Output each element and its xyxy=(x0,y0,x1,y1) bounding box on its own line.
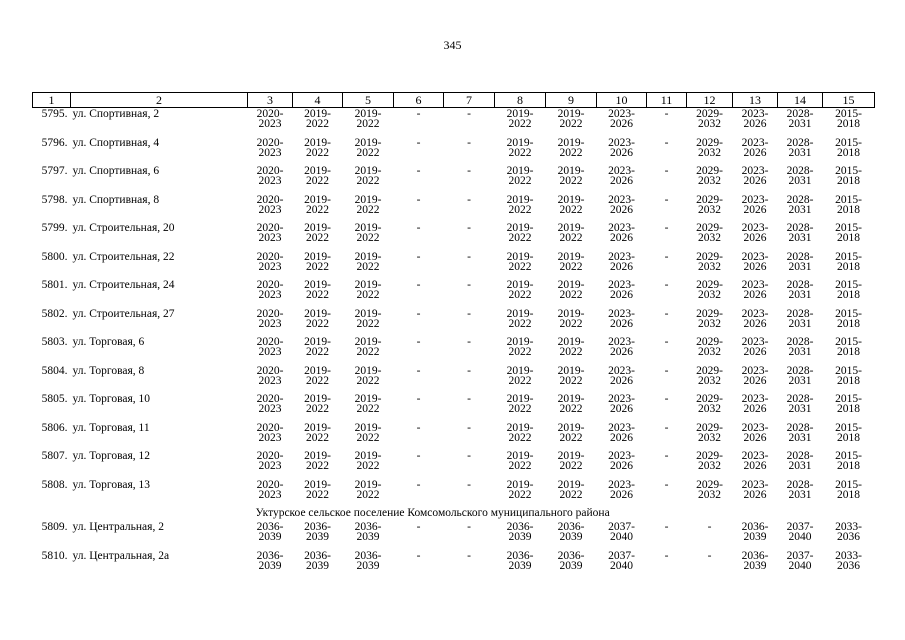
period-cell: 2015- 2018 xyxy=(835,478,862,501)
address-cell: ул. Строительная, 24 xyxy=(72,279,175,291)
row-number: 5796. xyxy=(41,136,68,149)
period-cell: 2023- 2026 xyxy=(741,250,769,273)
period-cell: 2019- 2022 xyxy=(304,421,331,444)
column-header: 13 xyxy=(733,93,778,108)
period-cell: 2023- 2026 xyxy=(741,421,769,444)
period-cell: 2029- 2032 xyxy=(696,165,723,187)
period-cell: 2028- 2031 xyxy=(786,450,814,472)
row-number: 5807. xyxy=(41,450,68,462)
period-cell: 2019- 2022 xyxy=(354,421,382,444)
period-cell: 2028- 2031 xyxy=(786,478,814,501)
period-cell: 2019- 2022 xyxy=(304,250,331,273)
table-row xyxy=(33,365,875,394)
column-header: 11 xyxy=(647,93,687,108)
period-cell: 2029- 2032 xyxy=(696,222,723,244)
period-cell: 2020- 2023 xyxy=(256,136,284,159)
table-row xyxy=(33,108,875,137)
period-cell: 2036- 2039 xyxy=(256,549,284,572)
empty-period-cell: - xyxy=(664,165,669,177)
table-row xyxy=(33,336,875,365)
period-cell: 2036- 2039 xyxy=(304,549,331,572)
period-cell: 2023- 2026 xyxy=(741,364,769,387)
empty-period-cell: - xyxy=(416,364,421,377)
period-cell: 2028- 2031 xyxy=(786,136,814,159)
empty-period-cell: - xyxy=(416,549,421,562)
period-cell: 2036- 2039 xyxy=(557,549,585,572)
period-cell: 2020- 2023 xyxy=(256,478,284,501)
period-cell: 2023- 2026 xyxy=(608,450,635,472)
period-cell: 2015- 2018 xyxy=(835,421,862,444)
period-cell: 2029- 2032 xyxy=(696,250,723,273)
empty-period-cell: - xyxy=(467,307,471,320)
period-cell: 2023- 2026 xyxy=(741,307,769,330)
address-cell: ул. Торговая, 12 xyxy=(72,450,150,462)
column-header: 1 xyxy=(33,93,71,108)
address-cell: ул. Спортивная, 2 xyxy=(72,108,160,120)
column-header: 2 xyxy=(71,93,248,108)
period-cell: 2019- 2022 xyxy=(557,421,585,444)
empty-period-cell: - xyxy=(467,222,471,234)
address-cell: ул. Центральная, 2а xyxy=(72,549,170,562)
period-cell: 2015- 2018 xyxy=(835,336,862,358)
period-cell: 2029- 2032 xyxy=(696,450,723,472)
column-header: 7 xyxy=(444,93,495,108)
empty-period-cell: - xyxy=(664,450,669,462)
period-cell: 2019- 2022 xyxy=(304,393,331,415)
address-cell: ул. Строительная, 20 xyxy=(72,222,175,234)
section-spacer xyxy=(33,507,248,521)
empty-period-cell: - xyxy=(664,307,669,320)
empty-period-cell: - xyxy=(707,549,712,562)
column-header: 9 xyxy=(546,93,597,108)
period-cell: 2028- 2031 xyxy=(786,222,814,244)
period-cell: 2020- 2023 xyxy=(256,279,284,301)
row-number: 5799. xyxy=(41,222,68,234)
table-row xyxy=(33,521,875,550)
period-cell: 2023- 2026 xyxy=(608,364,635,387)
period-cell: 2019- 2022 xyxy=(304,193,331,216)
period-cell: 2019- 2022 xyxy=(354,450,382,472)
period-cell: 2028- 2031 xyxy=(786,393,814,415)
period-cell: 2019- 2022 xyxy=(557,250,585,273)
column-header: 6 xyxy=(394,93,444,108)
empty-period-cell: - xyxy=(467,364,471,377)
empty-period-cell: - xyxy=(467,136,471,149)
address-cell: ул. Торговая, 13 xyxy=(72,478,150,491)
period-cell: 2023- 2026 xyxy=(608,222,635,244)
period-cell: 2019- 2022 xyxy=(354,307,382,330)
table-row xyxy=(33,393,875,422)
period-cell: 2015- 2018 xyxy=(835,193,862,216)
table-row xyxy=(33,422,875,451)
period-cell: 2037- 2040 xyxy=(608,521,635,543)
period-cell: 2019- 2022 xyxy=(506,450,534,472)
period-cell: 2028- 2031 xyxy=(786,336,814,358)
row-number: 5795. xyxy=(41,108,68,120)
empty-period-cell: - xyxy=(416,279,421,291)
empty-period-cell: - xyxy=(707,521,712,533)
empty-period-cell: - xyxy=(416,336,421,348)
empty-period-cell: - xyxy=(467,336,471,348)
empty-period-cell: - xyxy=(664,549,669,562)
period-cell: 2036- 2039 xyxy=(304,521,331,543)
period-cell: 2019- 2022 xyxy=(304,478,331,501)
row-number: 5797. xyxy=(41,165,68,177)
period-cell: 2028- 2031 xyxy=(786,193,814,216)
period-cell: 2029- 2032 xyxy=(696,193,723,216)
period-cell: 2019- 2022 xyxy=(354,136,382,159)
table-row xyxy=(33,279,875,308)
empty-period-cell: - xyxy=(664,364,669,377)
column-header: 12 xyxy=(687,93,733,108)
period-cell: 2029- 2032 xyxy=(696,108,723,130)
period-cell: 2023- 2026 xyxy=(608,393,635,415)
empty-period-cell: - xyxy=(467,279,471,291)
period-cell: 2028- 2031 xyxy=(786,421,814,444)
period-cell: 2029- 2032 xyxy=(696,279,723,301)
empty-period-cell: - xyxy=(416,521,421,533)
period-cell: 2015- 2018 xyxy=(835,279,862,301)
empty-period-cell: - xyxy=(416,108,421,120)
period-cell: 2036- 2039 xyxy=(506,521,534,543)
period-cell: 2019- 2022 xyxy=(557,478,585,501)
empty-period-cell: - xyxy=(664,108,669,120)
period-cell: 2020- 2023 xyxy=(256,336,284,358)
column-header: 10 xyxy=(597,93,647,108)
period-cell: 2019- 2022 xyxy=(557,393,585,415)
column-header: 14 xyxy=(778,93,823,108)
row-number: 5806. xyxy=(41,421,68,434)
empty-period-cell: - xyxy=(467,393,471,405)
period-cell: 2023- 2026 xyxy=(608,108,635,130)
period-cell: 2029- 2032 xyxy=(696,364,723,387)
period-cell: 2015- 2018 xyxy=(835,450,862,472)
period-cell: 2029- 2032 xyxy=(696,393,723,415)
period-cell: 2023- 2026 xyxy=(741,336,769,358)
period-cell: 2020- 2023 xyxy=(256,108,284,130)
period-cell: 2019- 2022 xyxy=(304,450,331,472)
period-cell: 2037- 2040 xyxy=(608,549,635,572)
period-cell: 2023- 2026 xyxy=(741,393,769,415)
empty-period-cell: - xyxy=(467,421,471,434)
period-cell: 2019- 2022 xyxy=(304,108,331,130)
empty-period-cell: - xyxy=(467,193,471,206)
period-cell: 2015- 2018 xyxy=(835,364,862,387)
table-row xyxy=(33,550,875,579)
period-cell: 2023- 2026 xyxy=(608,165,635,187)
table-row xyxy=(33,222,875,251)
empty-period-cell: - xyxy=(664,336,669,348)
period-cell: 2033- 2036 xyxy=(835,521,862,543)
empty-period-cell: - xyxy=(416,421,421,434)
table-row xyxy=(33,137,875,166)
period-cell: 2036- 2039 xyxy=(557,521,585,543)
period-cell: 2020- 2023 xyxy=(256,222,284,244)
empty-period-cell: - xyxy=(416,222,421,234)
period-cell: 2015- 2018 xyxy=(835,136,862,159)
table-row xyxy=(33,479,875,508)
period-cell: 2019- 2022 xyxy=(557,336,585,358)
data-table xyxy=(32,92,875,578)
address-cell: ул. Торговая, 8 xyxy=(72,364,145,377)
period-cell: 2015- 2018 xyxy=(835,393,862,415)
period-cell: 2020- 2023 xyxy=(256,250,284,273)
empty-period-cell: - xyxy=(664,478,669,491)
period-cell: 2019- 2022 xyxy=(354,364,382,387)
address-cell: ул. Спортивная, 6 xyxy=(72,165,160,177)
period-cell: 2015- 2018 xyxy=(835,222,862,244)
column-header: 15 xyxy=(823,93,875,108)
empty-period-cell: - xyxy=(416,393,421,405)
period-cell: 2019- 2022 xyxy=(506,393,534,415)
row-number: 5805. xyxy=(41,393,68,405)
section-row xyxy=(33,507,875,521)
period-cell: 2019- 2022 xyxy=(354,108,382,130)
empty-period-cell: - xyxy=(467,165,471,177)
column-header: 5 xyxy=(343,93,394,108)
row-number: 5798. xyxy=(41,193,68,206)
row-number: 5808. xyxy=(41,478,68,491)
period-cell: 2037- 2040 xyxy=(786,521,814,543)
period-cell: 2019- 2022 xyxy=(354,393,382,415)
row-number: 5809. xyxy=(41,521,68,533)
empty-period-cell: - xyxy=(664,393,669,405)
empty-period-cell: - xyxy=(467,478,471,491)
period-cell: 2028- 2031 xyxy=(786,108,814,130)
period-cell: 2019- 2022 xyxy=(304,136,331,159)
address-cell: ул. Строительная, 27 xyxy=(72,307,175,320)
period-cell: 2029- 2032 xyxy=(696,136,723,159)
period-cell: 2019- 2022 xyxy=(506,165,534,187)
period-cell: 2023- 2026 xyxy=(608,136,635,159)
empty-period-cell: - xyxy=(416,165,421,177)
period-cell: 2019- 2022 xyxy=(304,279,331,301)
period-cell: 2015- 2018 xyxy=(835,165,862,187)
period-cell: 2023- 2026 xyxy=(741,136,769,159)
period-cell: 2029- 2032 xyxy=(696,307,723,330)
period-cell: 2019- 2022 xyxy=(506,336,534,358)
period-cell: 2036- 2039 xyxy=(741,521,769,543)
period-cell: 2033- 2036 xyxy=(835,549,862,572)
period-cell: 2029- 2032 xyxy=(696,336,723,358)
period-cell: 2023- 2026 xyxy=(608,421,635,444)
period-cell: 2029- 2032 xyxy=(696,478,723,501)
empty-period-cell: - xyxy=(664,250,669,263)
empty-period-cell: - xyxy=(467,108,471,120)
header-row xyxy=(33,93,875,108)
period-cell: 2020- 2023 xyxy=(256,450,284,472)
row-number: 5803. xyxy=(41,336,68,348)
empty-period-cell: - xyxy=(467,250,471,263)
period-cell: 2019- 2022 xyxy=(354,336,382,358)
period-cell: 2023- 2026 xyxy=(608,478,635,501)
period-cell: 2019- 2022 xyxy=(354,165,382,187)
period-cell: 2019- 2022 xyxy=(557,364,585,387)
period-cell: 2019- 2022 xyxy=(304,222,331,244)
period-cell: 2020- 2023 xyxy=(256,421,284,444)
period-cell: 2019- 2022 xyxy=(506,222,534,244)
period-cell: 2023- 2026 xyxy=(741,279,769,301)
table-row xyxy=(33,308,875,337)
empty-period-cell: - xyxy=(416,136,421,149)
empty-period-cell: - xyxy=(664,136,669,149)
period-cell: 2019- 2022 xyxy=(506,108,534,130)
address-cell: ул. Центральная, 2 xyxy=(72,521,164,533)
period-cell: 2028- 2031 xyxy=(786,364,814,387)
period-cell: 2036- 2039 xyxy=(354,521,382,543)
row-number: 5804. xyxy=(41,364,68,377)
address-cell: ул. Торговая, 10 xyxy=(72,393,150,405)
period-cell: 2036- 2039 xyxy=(506,549,534,572)
period-cell: 2019- 2022 xyxy=(506,478,534,501)
column-header: 4 xyxy=(293,93,343,108)
period-cell: 2023- 2026 xyxy=(608,193,635,216)
period-cell: 2023- 2026 xyxy=(741,165,769,187)
period-cell: 2019- 2022 xyxy=(557,108,585,130)
period-cell: 2015- 2018 xyxy=(835,307,862,330)
period-cell: 2023- 2026 xyxy=(608,250,635,273)
period-cell: 2019- 2022 xyxy=(506,364,534,387)
period-cell: 2019- 2022 xyxy=(557,193,585,216)
period-cell: 2036- 2039 xyxy=(354,549,382,572)
empty-period-cell: - xyxy=(416,193,421,206)
period-cell: 2019- 2022 xyxy=(506,307,534,330)
period-cell: 2019- 2022 xyxy=(304,307,331,330)
column-header: 3 xyxy=(248,93,293,108)
address-cell: ул. Спортивная, 4 xyxy=(72,136,160,149)
period-cell: 2020- 2023 xyxy=(256,165,284,187)
period-cell: 2029- 2032 xyxy=(696,421,723,444)
row-number: 5810. xyxy=(41,549,68,562)
period-cell: 2023- 2026 xyxy=(741,478,769,501)
period-cell: 2019- 2022 xyxy=(354,222,382,244)
period-cell: 2019- 2022 xyxy=(506,136,534,159)
empty-period-cell: - xyxy=(416,250,421,263)
row-number: 5800. xyxy=(41,250,68,263)
period-cell: 2019- 2022 xyxy=(354,250,382,273)
period-cell: 2036- 2039 xyxy=(256,521,284,543)
period-cell: 2037- 2040 xyxy=(786,549,814,572)
table-row xyxy=(33,450,875,479)
period-cell: 2023- 2026 xyxy=(608,279,635,301)
period-cell: 2028- 2031 xyxy=(786,307,814,330)
empty-period-cell: - xyxy=(664,279,669,291)
period-cell: 2019- 2022 xyxy=(354,279,382,301)
empty-period-cell: - xyxy=(467,549,471,562)
period-cell: 2019- 2022 xyxy=(557,279,585,301)
period-cell: 2019- 2022 xyxy=(304,336,331,358)
period-cell: 2019- 2022 xyxy=(506,421,534,444)
period-cell: 2020- 2023 xyxy=(256,307,284,330)
empty-period-cell: - xyxy=(416,450,421,462)
address-cell: ул. Строительная, 22 xyxy=(72,250,175,263)
period-cell: 2019- 2022 xyxy=(506,250,534,273)
page-number: 345 xyxy=(443,38,462,52)
period-cell: 2023- 2026 xyxy=(741,108,769,130)
column-header: 8 xyxy=(495,93,546,108)
period-cell: 2019- 2022 xyxy=(304,165,331,187)
period-cell: 2023- 2026 xyxy=(608,307,635,330)
period-cell: 2023- 2026 xyxy=(741,450,769,472)
period-cell: 2019- 2022 xyxy=(557,165,585,187)
period-cell: 2019- 2022 xyxy=(557,222,585,244)
period-cell: 2028- 2031 xyxy=(786,250,814,273)
section-heading: Уктурское сельское поселение Комсомольского муниципального района xyxy=(255,507,610,519)
period-cell: 2028- 2031 xyxy=(786,279,814,301)
table-row xyxy=(33,194,875,223)
empty-period-cell: - xyxy=(416,307,421,320)
period-cell: 2020- 2023 xyxy=(256,193,284,216)
address-cell: ул. Спортивная, 8 xyxy=(72,193,160,206)
period-cell: 2019- 2022 xyxy=(506,193,534,216)
period-cell: 2036- 2039 xyxy=(741,549,769,572)
empty-period-cell: - xyxy=(416,478,421,491)
period-cell: 2019- 2022 xyxy=(354,193,382,216)
period-cell: 2019- 2022 xyxy=(354,478,382,501)
period-cell: 2028- 2031 xyxy=(786,165,814,187)
period-cell: 2019- 2022 xyxy=(557,307,585,330)
row-number: 5801. xyxy=(41,279,68,291)
period-cell: 2015- 2018 xyxy=(835,250,862,273)
period-cell: 2019- 2022 xyxy=(557,136,585,159)
empty-period-cell: - xyxy=(467,521,471,533)
period-cell: 2020- 2023 xyxy=(256,393,284,415)
period-cell: 2019- 2022 xyxy=(557,450,585,472)
empty-period-cell: - xyxy=(664,521,669,533)
period-cell: 2019- 2022 xyxy=(304,364,331,387)
table-row xyxy=(33,251,875,280)
empty-period-cell: - xyxy=(467,450,471,462)
period-cell: 2015- 2018 xyxy=(835,108,862,130)
period-cell: 2023- 2026 xyxy=(741,193,769,216)
empty-period-cell: - xyxy=(664,222,669,234)
address-cell: ул. Торговая, 11 xyxy=(72,421,150,434)
row-number: 5802. xyxy=(41,307,68,320)
empty-period-cell: - xyxy=(664,193,669,206)
empty-period-cell: - xyxy=(664,421,669,434)
table-row xyxy=(33,165,875,194)
period-cell: 2020- 2023 xyxy=(256,364,284,387)
period-cell: 2019- 2022 xyxy=(506,279,534,301)
period-cell: 2023- 2026 xyxy=(608,336,635,358)
table-body xyxy=(33,108,875,579)
address-cell: ул. Торговая, 6 xyxy=(72,336,145,348)
period-cell: 2023- 2026 xyxy=(741,222,769,244)
